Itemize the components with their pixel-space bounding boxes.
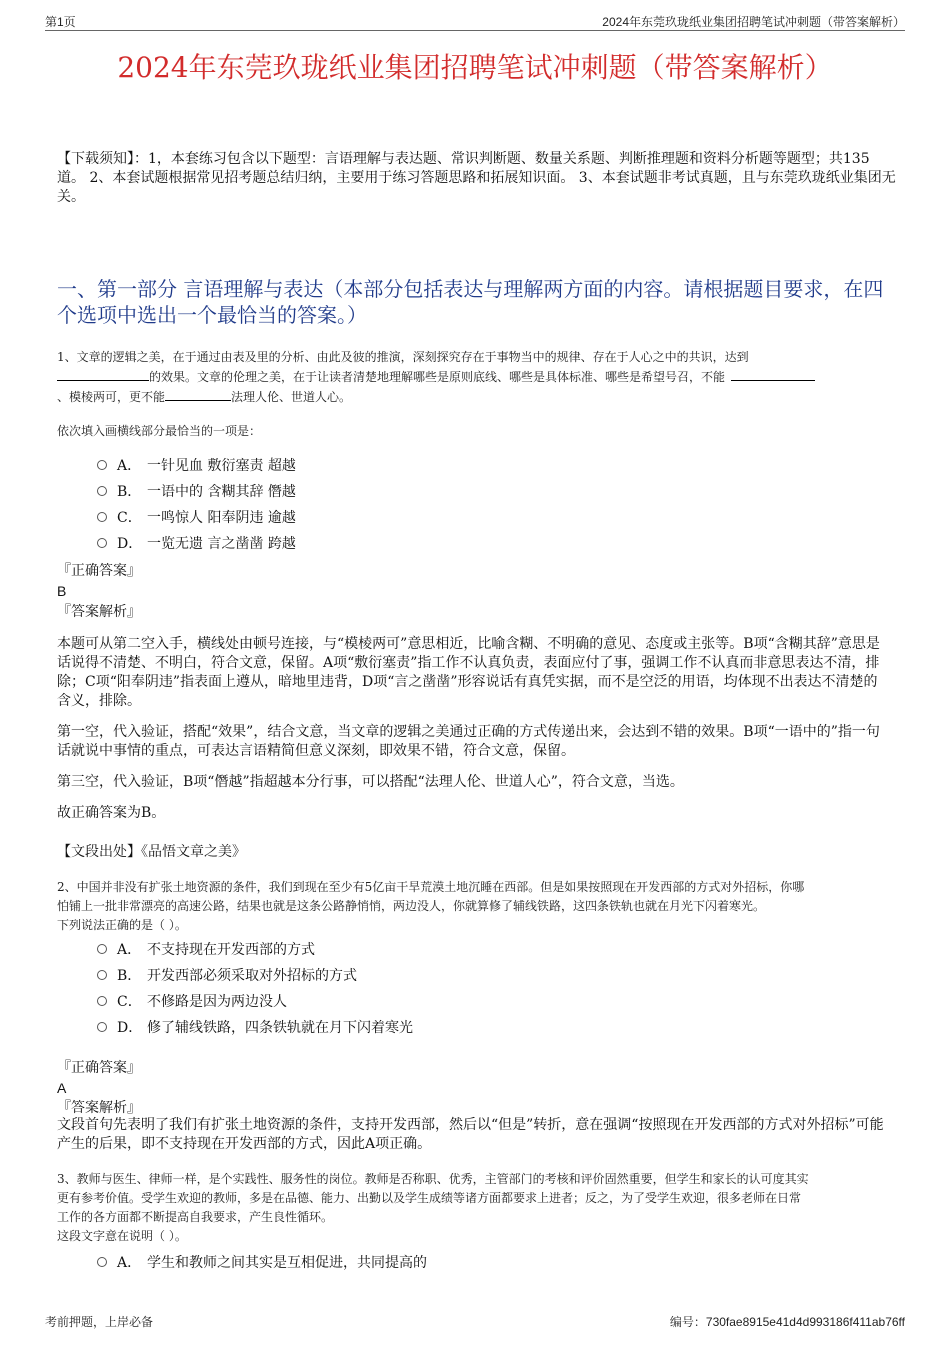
radio-icon[interactable] (97, 944, 107, 954)
page-title: 2024年东莞玖珑纸业集团招聘笔试冲刺题（带答案解析） (117, 51, 833, 84)
question-3-text: 3、教师与医生、律师一样，是个实践性、服务性的岗位。教师是否称职、优秀，主管部门的考核和评价固然重要，但学生和家长的认可度其实 更有参考价值。受学生欢迎的教师，多是在品德、能力、出勤以及学生成绩等诸方面都要求上进者；反之，为了受学生欢迎，很多老师在日常 工作的各方面都不断提高自我要求，产生良性循环。 这段文字意在说明（ ）。 (57, 1172, 809, 1243)
radio-icon[interactable] (97, 970, 107, 980)
radio-icon[interactable] (97, 512, 107, 522)
correct-answer: B (57, 583, 67, 599)
option-a[interactable]: A． 不支持现在开发西部的方式 (97, 940, 413, 966)
analysis-paragraph: 第一空，代入验证，搭配“效果”，结合文意，当文章的逻辑之美通过正确的方式传递出来，会达到不错的效果。B项“一语中的”指一句话就说中事情的重点，可表达言语精简但意义深刻，即效果不错，符合文意，保留。 (57, 724, 880, 759)
q2-options (97, 940, 413, 1044)
option-b[interactable]: B． 一语中的 含糊其辞 僭越 (97, 482, 296, 508)
section-heading: 一、第一部分 言语理解与表达（本部分包括表达与理解两方面的内容。请根据题目要求，在四个选项中选出一个最恰当的答案。） (57, 277, 884, 327)
q1-line3: 、模棱两可，更不能 法理人伦、世道人心。 (57, 390, 352, 404)
q3-options (97, 1253, 427, 1279)
radio-icon[interactable] (97, 486, 107, 496)
option-a[interactable]: A． 学生和教师之间其实是互相促进，共同提高的 (97, 1253, 427, 1279)
question-2-text: 2、中国并非没有扩张土地资源的条件，我们到现在至少有5亿亩干旱荒漠土地沉睡在西部。但是如果按照现在开发西部的方式对外招标，你哪 怕铺上一批非常漂亮的高速公路，结果也就是这条公路静悄悄，两边没人，你就算修了辅线铁路，这四条铁轨也就在月光下闪着寒光。 下列说法正确的是（ ）。 (57, 880, 805, 932)
page-number: 第1页 (45, 15, 76, 29)
radio-icon[interactable] (97, 1257, 107, 1267)
radio-icon[interactable] (97, 460, 107, 470)
analysis-paragraph: 故正确答案为B。 (57, 805, 166, 821)
header-divider (45, 30, 905, 31)
radio-icon[interactable] (97, 996, 107, 1006)
analysis-label: 『答案解析』 (57, 604, 141, 620)
option-b[interactable]: B． 开发西部必须采取对外招标的方式 (97, 966, 413, 992)
document-id: 编号：730fae8915e41d4d993186f411ab76ff (669, 1315, 905, 1329)
q1-analysis (57, 635, 887, 835)
footer-slogan: 考前押题，上岸必备 (45, 1315, 154, 1329)
option-d[interactable]: D． 修了辅线铁路，四条铁轨就在月下闪着寒光 (97, 1018, 413, 1044)
q1-prompt: 依次填入画横线部分最恰当的一项是： (57, 424, 262, 438)
analysis-paragraph: 本题可从第二空入手，横线处由顿号连接，与“模棱两可”意思相近，比喻含糊、不明确的意见、态度或主张等。B项“含糊其辞”意思是话说得不清楚、不明白，符合文意，保留。A项“敷衍塞责”指工作不认真负责，表面应付了事，强调工作不认真而非意思表达不清，排除；C项“阳奉阴违”指表面上遵从，暗地里违背，D项“言之凿凿”形容说话有真凭实据，而不是空泛的用语，均体现不出表达不清楚的含义，排除。 (57, 636, 880, 709)
q1-line2: 的效果。文章的伦理之美，在于让读者清楚地理解哪些是原则底线、哪些是具体标准、哪些是希望号召，不能 (57, 367, 897, 387)
answer-label: 『正确答案』 (57, 1060, 141, 1076)
analysis-label: 『答案解析』 (57, 1100, 141, 1116)
blank-1 (57, 368, 149, 381)
option-a[interactable]: A． 一针见血 敷衍塞责 超越 (97, 456, 296, 482)
q1-line1: 1、文章的逻辑之美，在于通过由表及里的分析、由此及彼的推演，深刻探究存在于事物当中的规律、存在于人心之中的共识，达到 (57, 350, 749, 364)
blank-2 (731, 368, 815, 381)
radio-icon[interactable] (97, 1022, 107, 1032)
q2-analysis: 文段首句先表明了我们有扩张土地资源的条件，支持开发西部，然后以“但是”转折，意在强调“按照现在开发西部的方式对外招标”可能产生的后果，即不支持现在开发西部的方式，因此A项正确。 (57, 1117, 884, 1152)
option-c[interactable]: C． 一鸣惊人 阳奉阴违 逾越 (97, 508, 296, 534)
q1-source: 【文段出处】《品悟文章之美》 (57, 844, 246, 860)
q1-options (97, 456, 296, 560)
option-d[interactable]: D． 一览无遗 言之凿凿 跨越 (97, 534, 296, 560)
download-notice: 【下载须知】：1，本套练习包含以下题型：言语理解与表达题、常识判断题、数量关系题、判断推理题和资料分析题等题型；共135道。 2、本套试题根据常见招考题总结归纳，主要用于练习答题思路和拓展知识面。 3、本套试题非考试真题，且与东莞玖珑纸业集团无关。 (57, 151, 896, 205)
answer-label: 『正确答案』 (57, 563, 141, 579)
analysis-paragraph: 第三空，代入验证，B项“僭越”指超越本分行事，可以搭配“法理人伦、世道人心”，符合文意，当选。 (57, 774, 684, 790)
blank-3 (165, 388, 231, 401)
running-title: 2024年东莞玖珑纸业集团招聘笔试冲刺题（带答案解析） (602, 15, 905, 29)
radio-icon[interactable] (97, 538, 107, 548)
question-1-text (57, 347, 897, 407)
correct-answer: A (57, 1080, 67, 1096)
option-c[interactable]: C． 不修路是因为两边没人 (97, 992, 413, 1018)
